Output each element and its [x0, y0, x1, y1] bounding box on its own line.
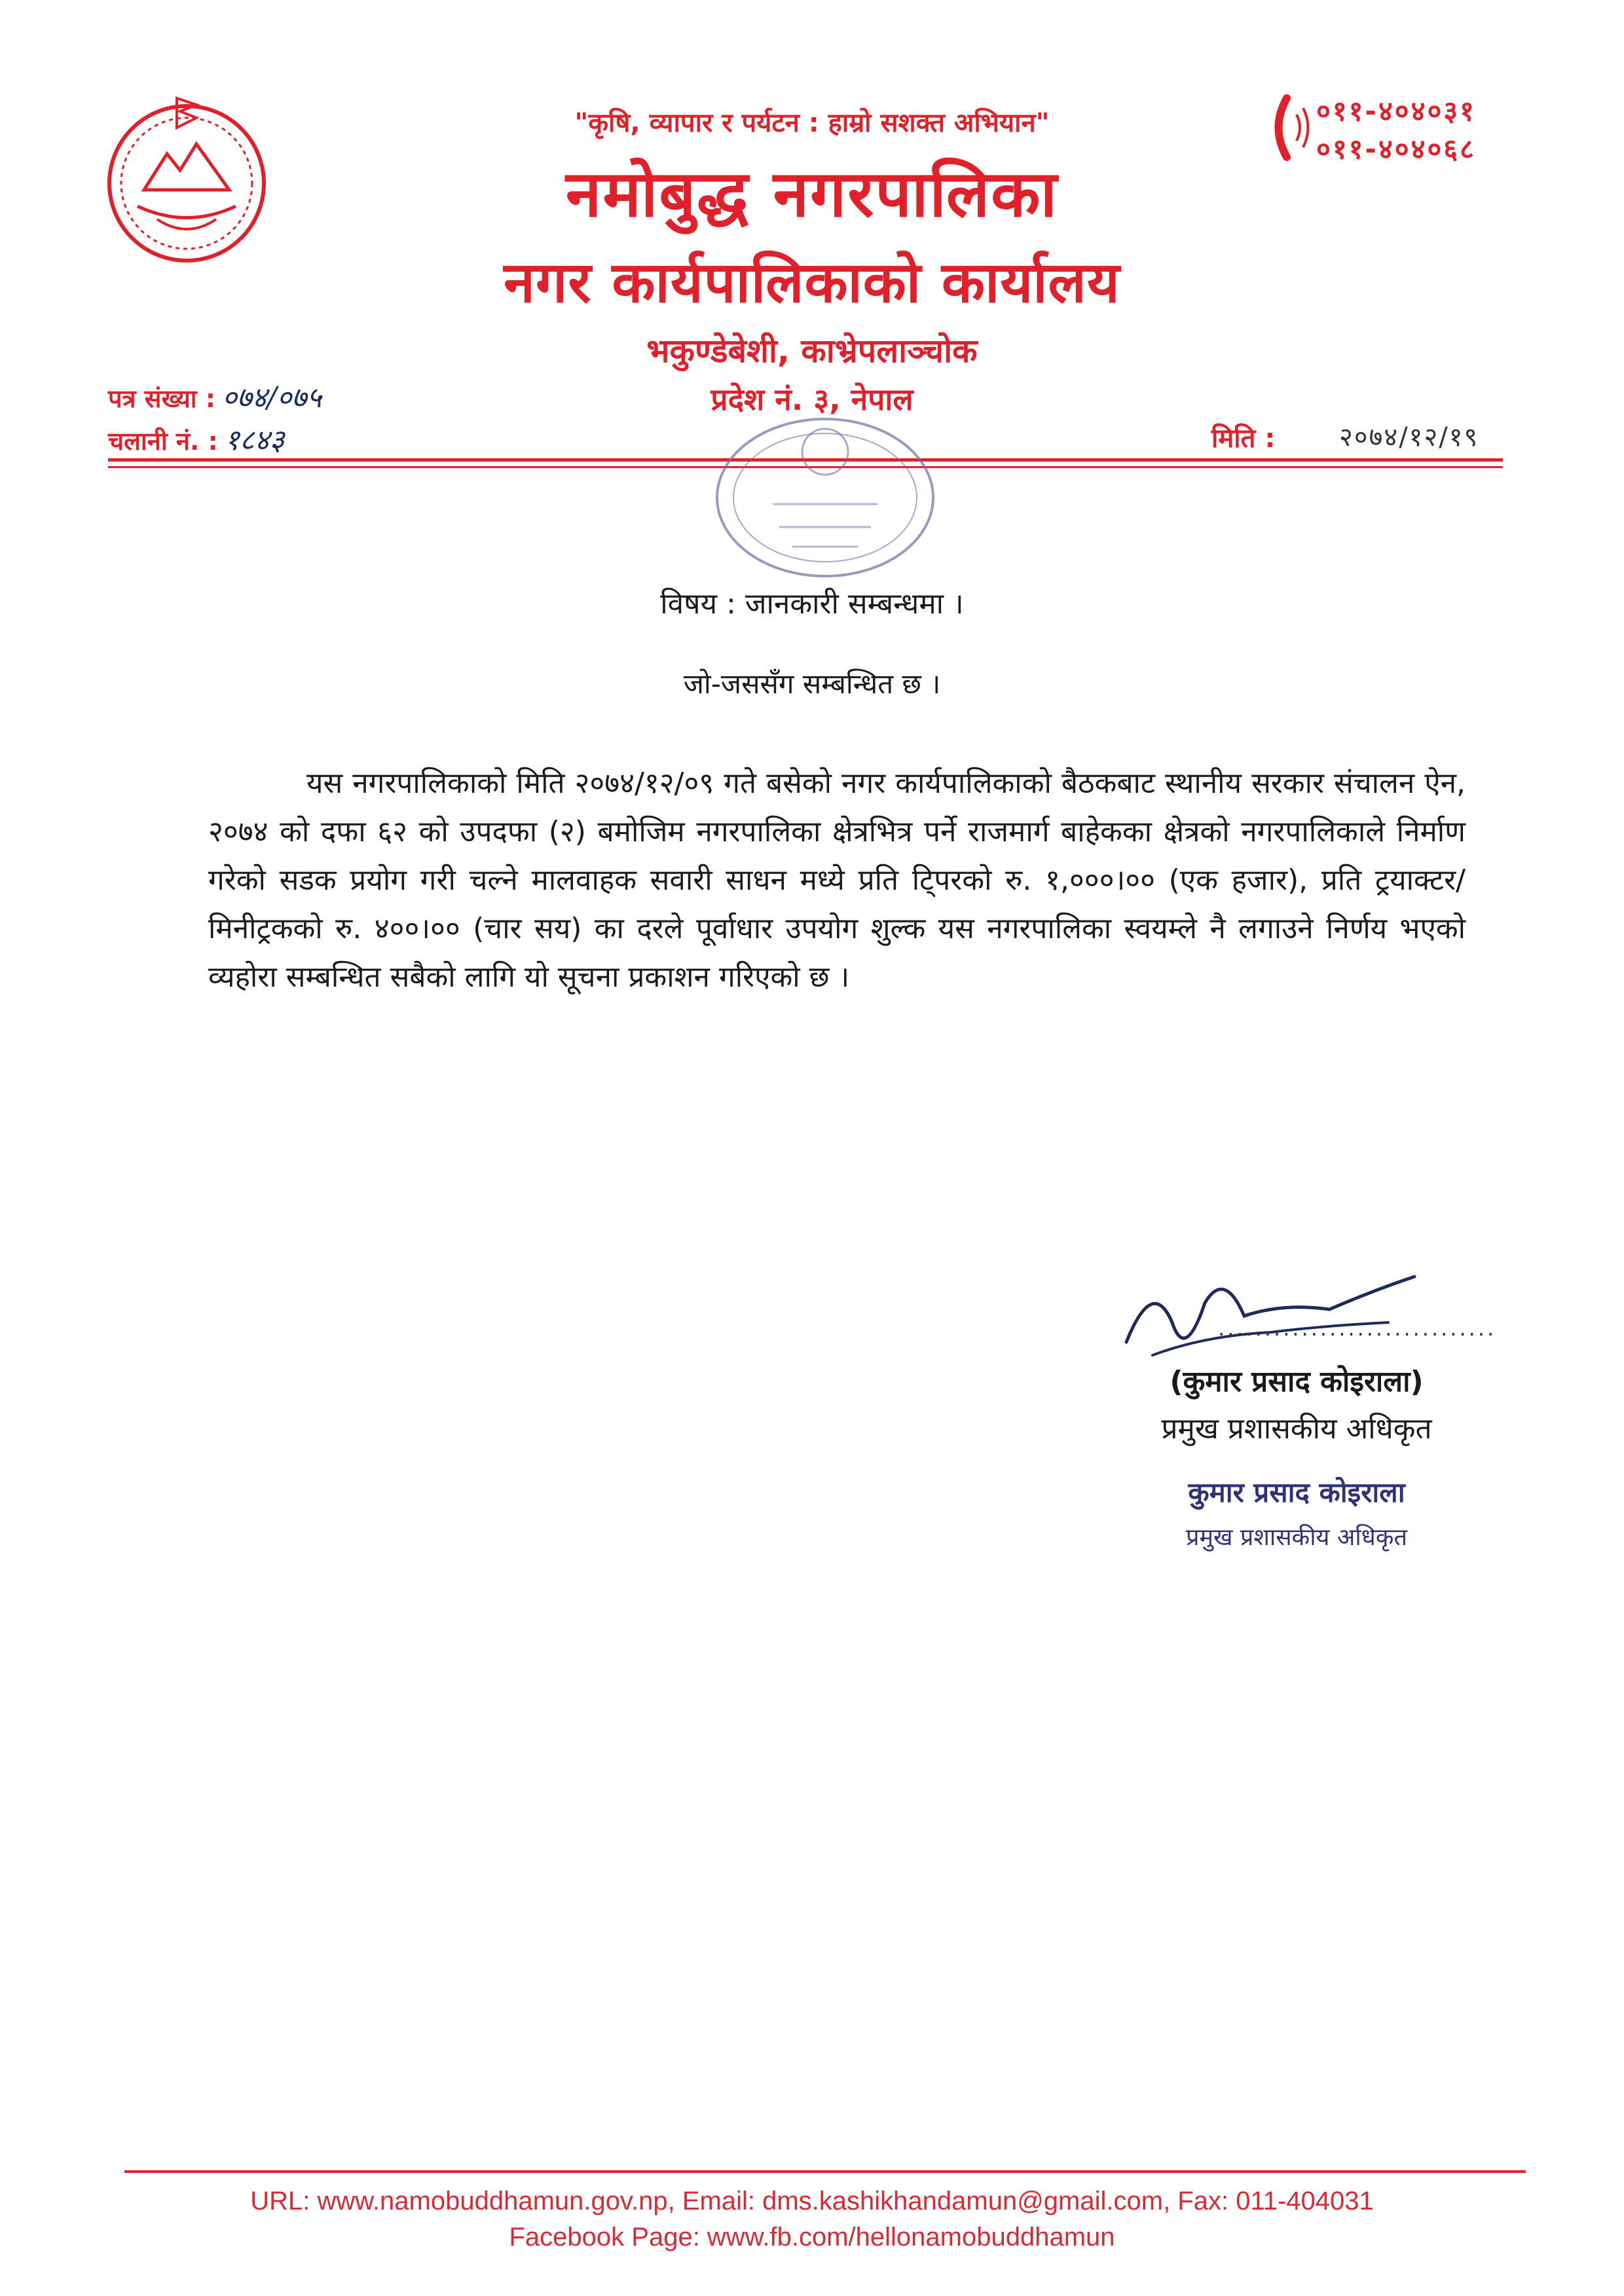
date-label: मिति :	[1211, 424, 1276, 454]
address-line-2: प्रदेश नं. ३, नेपाल	[710, 382, 913, 417]
chalani-number-label: चलानी नं. :	[108, 427, 218, 456]
signatory-title: प्रमुख प्रशासकीय अधिकृत	[1161, 1412, 1432, 1446]
chalani-number-value: १८४३	[224, 424, 285, 457]
footer-facebook: Facebook Page: www.fb.com/hellonamobuddhamun	[509, 2223, 1115, 2251]
phone-number-2: ०११-४०४०६८	[1316, 133, 1476, 165]
footer-contact: URL: www.namobuddhamun.gov.np, Email: dms.kashikhandamun@gmail.com, Fax: 011-404031	[250, 2187, 1374, 2215]
motto: "कृषि, व्यापार र पर्यटन : हाम्रो सशक्त अभियान"	[574, 108, 1050, 138]
phone-number-1: ०११-४०४०३१	[1316, 95, 1476, 127]
salutation: जो-जससँग सम्बन्धित छ ।	[683, 668, 941, 700]
office-stamp-icon	[707, 406, 943, 589]
patra-sankhya-value: ०७४/०७५	[222, 381, 322, 414]
letter-body: यस नगरपालिकाको मिति २०७४/१२/०९ गते बसेको नगर कार्यपालिकाको बैठकबाट स्थानीय सरकार संचालन ऐन, २०७४ को दफा ६२ को उपदफा (२) बमोजिम नगरपालिका क्षेत्रभित्र पर्ने राजमार्ग बाहेकका क्षेत्रको नगरपालिकाले निर्माण गरेको सडक प्रयोग गरी चल्ने मालवाहक सवारी साधन मध्ये प्रति टि्परको रु. १,०००।०० (एक हजार), प्रति ट्रयाक्टर/मिनीट्रकको रु. ४००।०० (चार सय) का दरले पूर्वाधार उपयोग शुल्क यस नगरपालिका स्वयम्ले नै लगाउने निर्णय भएको व्यहोरा सम्बन्धित सबैको लागि यो सूचना प्रकाशन गरिएको छ ।	[208, 767, 1466, 994]
date-value: २०७४/१२/१९	[1339, 422, 1479, 452]
subject-line: विषय : जानकारी सम्बन्धमा ।	[660, 587, 964, 621]
patra-sankhya-label: पत्र संख्या :	[108, 384, 216, 413]
phone-icon	[1267, 92, 1313, 164]
organization-name: नमोबुद्ध नगरपालिका	[566, 157, 1058, 232]
name-stamp-title: प्रमुख प्रशासकीय अधिकृत	[1186, 1524, 1407, 1551]
address-line-1: भकुण्डेबेशी, काभ्रेपलाञ्चोक	[646, 332, 978, 370]
patra-sankhya	[108, 376, 322, 416]
chalani-number	[108, 419, 284, 458]
office-name: नगर कार्यपालिकाको कार्यालय	[504, 250, 1120, 316]
footer-rule	[124, 2170, 1526, 2173]
signatory-name: (कुमार प्रसाद कोइराला)	[1170, 1365, 1424, 1398]
name-stamp-name: कुमार प्रसाद कोइराला	[1188, 1476, 1405, 1508]
signature-dotted-line: ..............................	[1218, 1316, 1497, 1341]
